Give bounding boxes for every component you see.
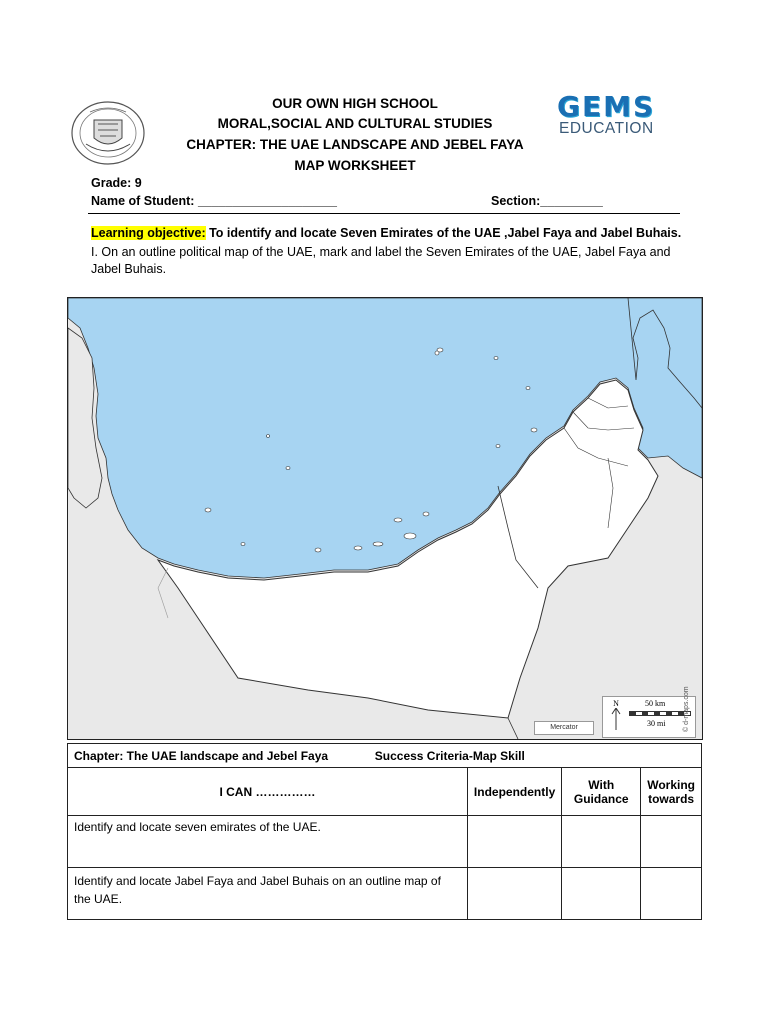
gems-logo-text: GEMS (557, 90, 656, 123)
north-label: N (613, 699, 619, 708)
map-instruction: I. On an outline political map of the UAE, mark and label the Seven Emirates of the UAE, Jabel Faya and Jabel Buhais. (91, 245, 671, 276)
objective-text: To identify and locate Seven Emirates of the UAE ,Jabel Faya and Jabel Buhais. (205, 226, 682, 240)
school-name: OUR OWN HIGH SCHOOL (272, 96, 438, 111)
scale-bar (629, 711, 691, 716)
check-cell[interactable] (641, 868, 702, 920)
chapter-title: CHAPTER: THE UAE LANDSCAPE AND JEBEL FAYA (186, 137, 524, 152)
criteria-chapter: Chapter: The UAE landscape and Jebel Faya (74, 748, 329, 763)
north-arrow-icon (609, 699, 623, 733)
check-cell[interactable] (562, 868, 641, 920)
check-cell[interactable] (467, 868, 561, 920)
criteria-row-2: Identify and locate Jabel Faya and Jabel Buhais on an outline map of the UAE. (68, 868, 468, 920)
student-name-field[interactable]: Name of Student: ____________________ (91, 194, 337, 208)
scale-mi: 30 mi (647, 719, 666, 728)
criteria-title: Success Criteria-Map Skill (374, 748, 525, 763)
learning-objective (91, 226, 691, 240)
header-divider (88, 213, 680, 214)
check-cell[interactable] (641, 816, 702, 868)
uae-outline-map[interactable] (67, 297, 703, 740)
map-scale-box (602, 696, 696, 738)
gems-education-logo (557, 90, 687, 140)
table-row (68, 816, 702, 868)
education-logo-text: EDUCATION (559, 120, 654, 137)
worksheet-title: MAP WORKSHEET (294, 158, 416, 173)
criteria-title-row (68, 744, 702, 768)
table-row (68, 868, 702, 920)
objective-label: Learning objective: (91, 226, 206, 240)
map-credit: © d-maps.com (683, 686, 690, 732)
col-i-can: I CAN …………… (68, 768, 468, 816)
projection-label: Mercator (534, 721, 594, 735)
grade-label: Grade: 9 (91, 176, 142, 190)
check-cell[interactable] (562, 816, 641, 868)
success-criteria-table (67, 743, 702, 920)
scale-km: 50 km (645, 699, 666, 708)
subject-title: MORAL,SOCIAL AND CULTURAL STUDIES (217, 116, 493, 131)
check-cell[interactable] (467, 816, 561, 868)
school-crest-logo (70, 100, 146, 166)
criteria-row-1: Identify and locate seven emirates of the UAE. (68, 816, 468, 868)
col-working-towards: Working towards (641, 768, 702, 816)
col-with-guidance: With Guidance (562, 768, 641, 816)
section-field[interactable]: Section:_________ (491, 194, 603, 208)
col-independently: Independently (467, 768, 561, 816)
